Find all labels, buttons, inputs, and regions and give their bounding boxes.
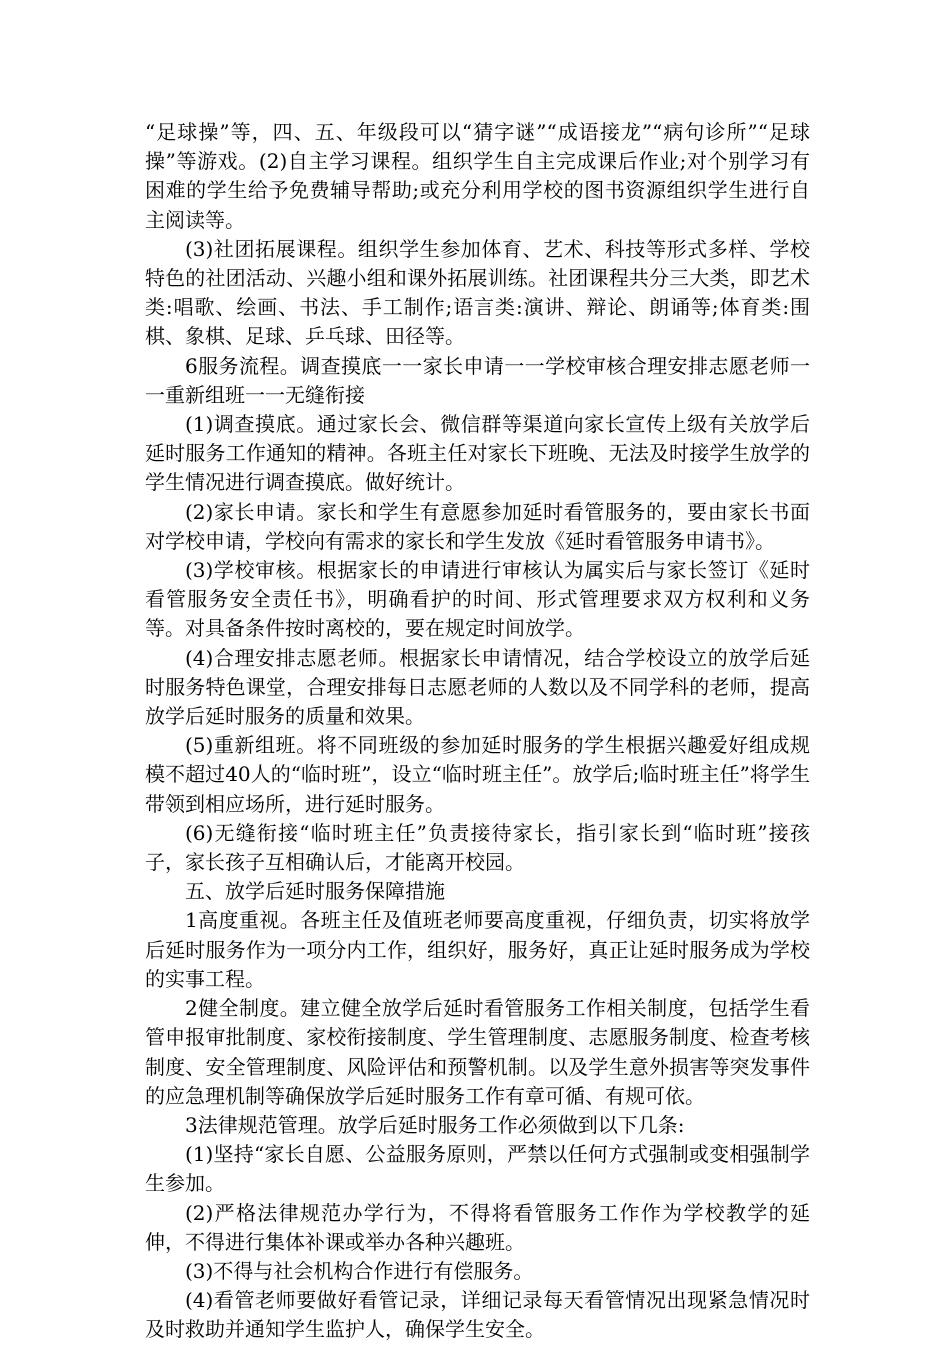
paragraph-8: (5)重新组班。将不同班级的参加延时服务的学生根据兴趣爱好组成规模不超过40人的“临时班”，设立“临时班主任”。放学后;临时班主任”将学生带领到相应场所，进行延时服务。	[145, 733, 810, 816]
paragraph-13: 3法律规范管理。放学后延时服务工作必须做到以下几条:	[185, 1112, 685, 1137]
paragraph-16: (3)不得与社会机构合作进行有偿服务。	[185, 1258, 534, 1283]
section-heading-5: 五、放学后延时服务保障措施	[185, 879, 445, 904]
paragraph-17: (4)看管老师要做好看管记录，详细记录每天看管情况出现紧急情况时及时救助并通知学生监护人，确保学生安全。	[145, 1288, 810, 1342]
paragraph-5: (2)家长申请。家长和学生有意愿参加延时看管服务的，要由家长书面对学校申请，学校向有需求的家长和学生发放《延时看管服务申请书》。	[145, 499, 810, 553]
document-page	[145, 118, 810, 1345]
paragraph-1: “足球操”等，四、五、年级段可以“猜字谜”“成语接龙”“病句诊所”“足球操”等游戏。(2)自主学习课程。组织学生自主完成课后作业;对个别学习有困难的学生给予免费辅导帮助;或充分利用学校的图书资源组织学生进行自主阅读等。	[145, 120, 810, 232]
paragraph-11: 1高度重视。各班主任及值班老师要高度重视，仔细负责，切实将放学后延时服务作为一项分内工作，组织好，服务好，真正让延时服务成为学校的实事工程。	[145, 908, 810, 991]
paragraph-3: 6服务流程。调查摸底一一家长申请一一学校审核合理安排志愿老师一一重新组班一一无缝衔接	[145, 353, 810, 407]
paragraph-7: (4)合理安排志愿老师。根据家长申请情况，结合学校设立的放学后延时服务特色课堂，合理安排每日志愿老师的人数以及不同学科的老师，提高放学后延时服务的质量和效果。	[145, 645, 810, 729]
paragraph-14: (1)坚持“家长自愿、公益服务原则，严禁以任何方式强制或变相强制学生参加。	[145, 1142, 810, 1196]
paragraph-6: (3)学校审核。根据家长的申请进行审核认为属实后与家长签订《延时看管服务安全责任书》，明确看护的时间、形式管理要求双方权利和义务等。对具备条件按时离校的，要在规定时间放学。	[145, 558, 810, 641]
paragraph-2: (3)社团拓展课程。组织学生参加体育、艺术、科技等形式多样、学校特色的社团活动、兴趣小组和课外拓展训练。社团课程共分三大类，即艺术类:唱歌、绘画、书法、手工制作;语言类:演讲、辩论、朗诵等;体育类:围棋、象棋、足球、乒乓球、田径等。	[145, 236, 810, 349]
paragraph-15: (2)严格法律规范办学行为，不得将看管服务工作作为学校教学的延伸，不得进行集体补课或举办各种兴趣班。	[145, 1200, 810, 1254]
paragraph-12: 2健全制度。建立健全放学后延时看管服务工作相关制度，包括学生看管申报审批制度、家校衔接制度、学生管理制度、志愿服务制度、检查考核制度、安全管理制度、风险评估和预警机制。以及学生意外损害等突发事件的应急理机制等确保放学后延时服务工作有章可循、有规可依。	[145, 996, 810, 1108]
paragraph-4: (1)调查摸底。通过家长会、微信群等渠道向家长宣传上级有关放学后延时服务工作通知的精神。各班主任对家长下班晚、无法及时接学生放学的学生情况进行调查摸底。做好统计。	[145, 412, 810, 495]
paragraph-9: (6)无缝衔接“临时班主任”负责接待家长，指引家长到“临时班”接孩子，家长孩子互相确认后，才能离开校园。	[145, 820, 810, 875]
